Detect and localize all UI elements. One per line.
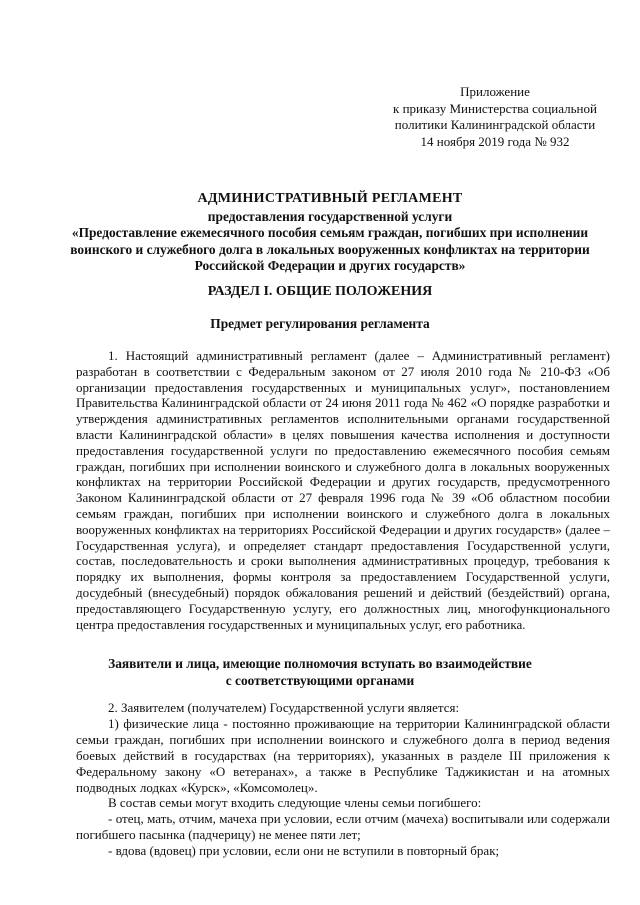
paragraph-1 [76, 348, 610, 632]
paragraph-5: - отец, мать, отчим, мачеха при условии, если отчим (мачеха) воспитывали или содержали погибшего пасынка (падчерицу) не менее пяти лет; [76, 811, 610, 843]
appendix-ministry-line: политики Калининградской области [394, 117, 596, 132]
paragraph-6: - вдова (вдовец) при условии, если они не вступили в повторный брак; [108, 843, 500, 859]
paragraph-2: 2. Заявителем (получателем) Государственной услуги является: [108, 700, 460, 715]
appendix-block [380, 84, 610, 150]
title-line-3: «Предоставление ежемесячного пособия семьям граждан, погибших при исполнении [71, 225, 589, 240]
title-main: АДМИНИСТРАТИВНЫЙ РЕГЛАМЕНТ [197, 191, 463, 206]
appendix-order-line: к приказу Министерства социальной [393, 100, 597, 116]
document-title [70, 191, 590, 275]
applicants-heading-line-2: с соответствующими органами [225, 672, 415, 688]
applicants-heading-line-1: Заявители и лица, имеющие полномочия вступать во взаимодействие [108, 656, 532, 671]
title-line-2: предоставления государственной услуги [207, 208, 453, 224]
applicants-list [76, 700, 610, 859]
title-line-4: воинского и служебного долга в локальных вооруженных конфликтах на территории [70, 241, 590, 257]
appendix-date-number: 14 ноября 2019 года № 932 [420, 133, 570, 149]
paragraph-1-text: 1. Настоящий административный регламент (далее – Административный регламент) разработан в соответствии с Федеральным законом от 27 июля 2010 года № 210-ФЗ «Об организации предоставления государственных и муниципальных услуг», постановлением Правительства Калининградской области от 24 июня 2011 года № 462 «О порядке разработки и утверждения административных регламентов исполнительными органами государственной власти Калининградской области» в целях повышения качества исполнения и доступности предоставления государственной услуги по предоставлению ежемесячного пособия семьям граждан, погибших при исполнении воинского и служебного долга в локальных вооруженных конфликтах на территории Российской Федерации и других государств, предусмотренного Законом Калининградской области от 27 февраля 1996 года № 39 «Об областном пособии семьям граждан, погибших при исполнении воинского и служебного долга в локальных вооруженных конфликтах на территориях Российской Федерации и других государств» (далее – Государственная услуга), и определяет стандарт предоставления Государственной услуги, состав, последовательность и сроки выполнения административных процедур, требования к порядку их выполнения, формы контроля за предоставлением Государственной услуги, досудебный (внесудебный) порядок обжалования решений и действий (бездействий) органа, предоставляющего Государственную услугу, его должностных лиц, многофункционального центра предоставления государственных и муниципальных услуг, его работника. [76, 348, 610, 632]
paragraph-4: В состав семьи могут входить следующие члены семьи погибшего: [108, 795, 482, 811]
subject-heading: Предмет регулирования регламента [210, 316, 430, 331]
paragraph-3: 1) физические лица - постоянно проживающие на территории Калининградской области семьи граждан, погибших при исполнении воинского и служебного долга в период ведения боевых действий в государствах (на территориях), указанных в разделе III приложения к Федеральному закону «О ветеранах», а также в Республике Таджикистан и на атомных подводных лодках «Курск», «Комсомолец». [76, 715, 610, 795]
applicants-heading [0, 656, 640, 689]
section-heading: РАЗДЕЛ I. ОБЩИЕ ПОЛОЖЕНИЯ [207, 284, 433, 299]
appendix-label: Приложение [460, 84, 530, 99]
title-line-5: Российской Федерации и других государств» [194, 258, 466, 273]
